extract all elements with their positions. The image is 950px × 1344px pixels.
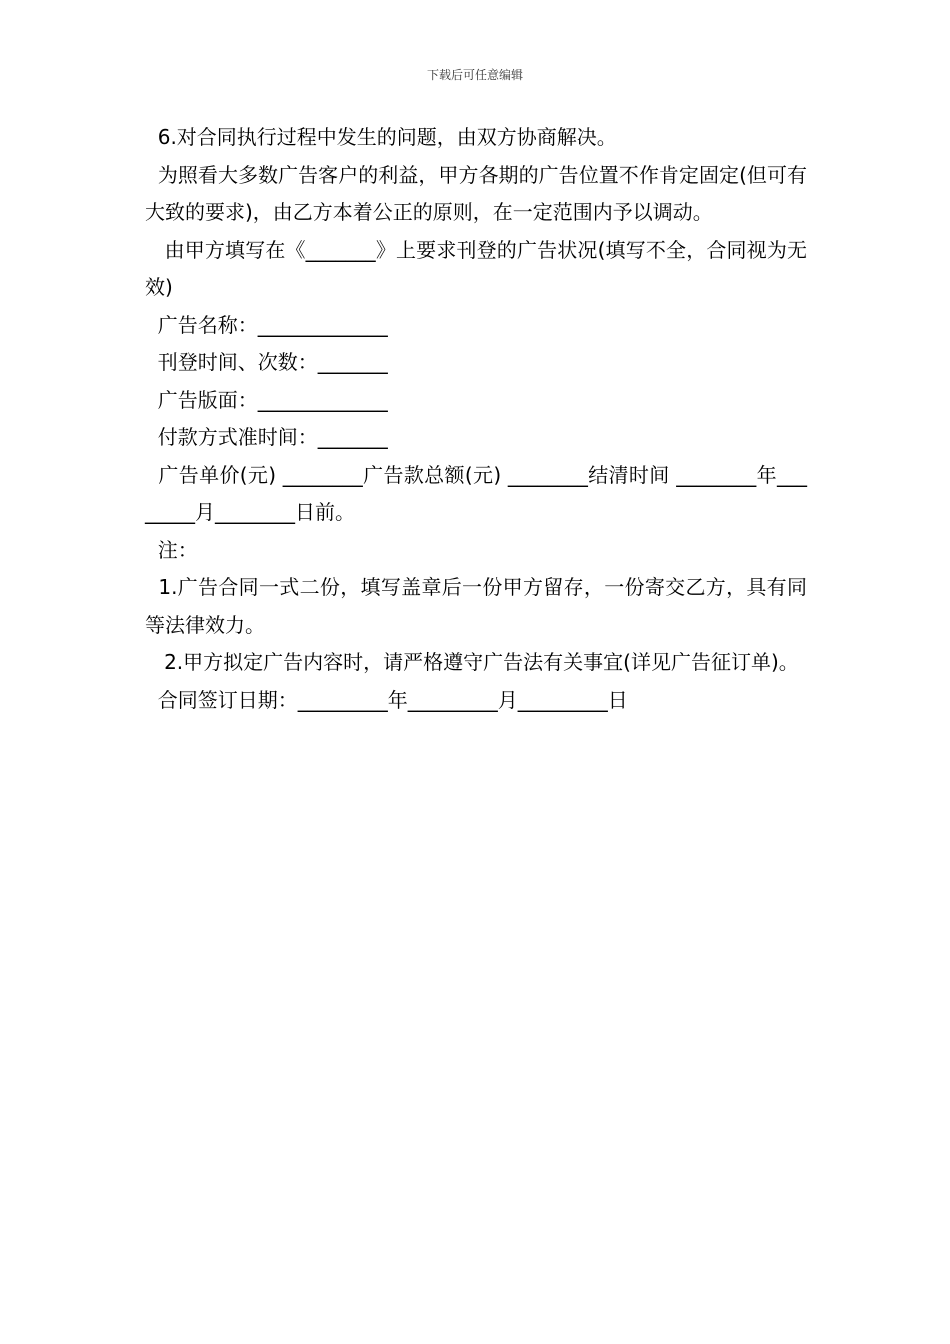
payment-method-field: 付款方式准时间：_______: [145, 425, 388, 449]
publish-time-field: 刊登时间、次数：_______: [145, 350, 388, 374]
ad-position-paragraph: 为照看大多数广告客户的利益，甲方各期的广告位置不作肯定固定(但可有大致的要求)，由乙方本着公正的原则，在一定范围内予以调动。: [145, 162, 807, 224]
price-amount-field: 广告单价(元) ________广告款总额(元) ________结清时间 ________年________月________日前。: [145, 462, 807, 524]
document-body: [145, 119, 807, 719]
ad-name-field: 广告名称：_____________: [145, 312, 388, 337]
page-header: 下载后可任意编辑: [426, 68, 523, 82]
clause-6: 6.对合同执行过程中发生的问题，由双方协商解决。: [145, 125, 617, 149]
sign-date-field: 合同签订日期：_________年_________月_________日: [145, 687, 628, 712]
ad-layout-field: 广告版面：_____________: [145, 387, 388, 412]
note-heading: 注：: [145, 537, 198, 562]
fill-in-instruction: 由甲方填写在《_______》上要求刊登的广告状况(填写不全，合同视为无效): [145, 237, 807, 299]
note-2: 2.甲方拟定广告内容时，请严格遵守广告法有关事宜(详见广告征订单)。: [145, 650, 799, 674]
note-1: 1.广告合同一式二份，填写盖章后一份甲方留存，一份寄交乙方，具有同等法律效力。: [145, 575, 807, 637]
